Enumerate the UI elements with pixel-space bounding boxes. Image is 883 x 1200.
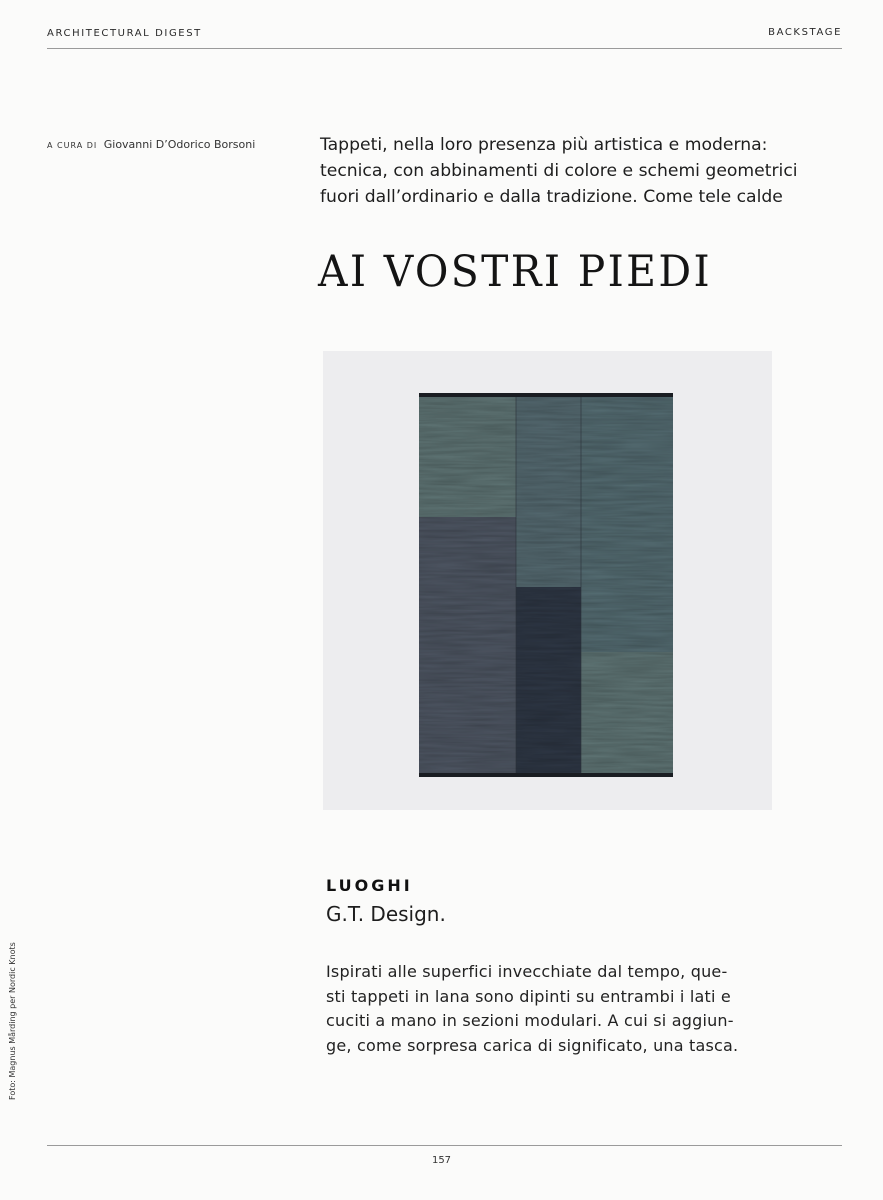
standfirst <box>320 132 798 210</box>
standfirst-line: tecnica, con abbinamenti di colore e schemi geometrici <box>320 161 798 181</box>
body-line: cuciti a mano in sezioni modulari. A cui si aggiun- <box>326 1011 734 1030</box>
body-line: Ispirati alle superfici invecchiate dal tempo, que- <box>326 962 728 981</box>
header-divider <box>47 48 842 49</box>
headline: AI VOSTRI PIEDI <box>318 246 712 297</box>
photo-credit: Foto: Magnus Mårding per Nordic Knots <box>8 942 17 1100</box>
rug-image <box>419 393 673 777</box>
footer-divider <box>47 1145 842 1146</box>
byline <box>47 138 255 151</box>
byline-author: Giovanni D’Odorico Borsoni <box>103 138 256 151</box>
magazine-name: ARCHITECTURAL DIGEST <box>47 28 202 39</box>
standfirst-line: Tappeti, nella loro presenza più artistica e moderna: <box>320 135 768 155</box>
brand-name: G.T. Design. <box>326 902 446 926</box>
section-label: LUOGHI <box>326 876 413 895</box>
article-body <box>326 960 786 1058</box>
page-number: 157 <box>431 1155 452 1166</box>
rug-bottom-edge <box>419 773 673 777</box>
rug-top-edge <box>419 393 673 397</box>
section-name: BACKSTAGE <box>768 27 842 38</box>
body-line: ge, come sorpresa carica di significato, una tasca. <box>326 1035 739 1055</box>
standfirst-line: fuori dall’ordinario e dalla tradizione. Come tele calde <box>320 187 783 207</box>
byline-prefix: A CURA DI <box>47 141 98 150</box>
body-line: sti tappeti in lana sono dipinti su entrambi i lati e <box>326 986 731 1006</box>
photo-frame <box>323 351 772 810</box>
rug-texture <box>419 393 673 777</box>
